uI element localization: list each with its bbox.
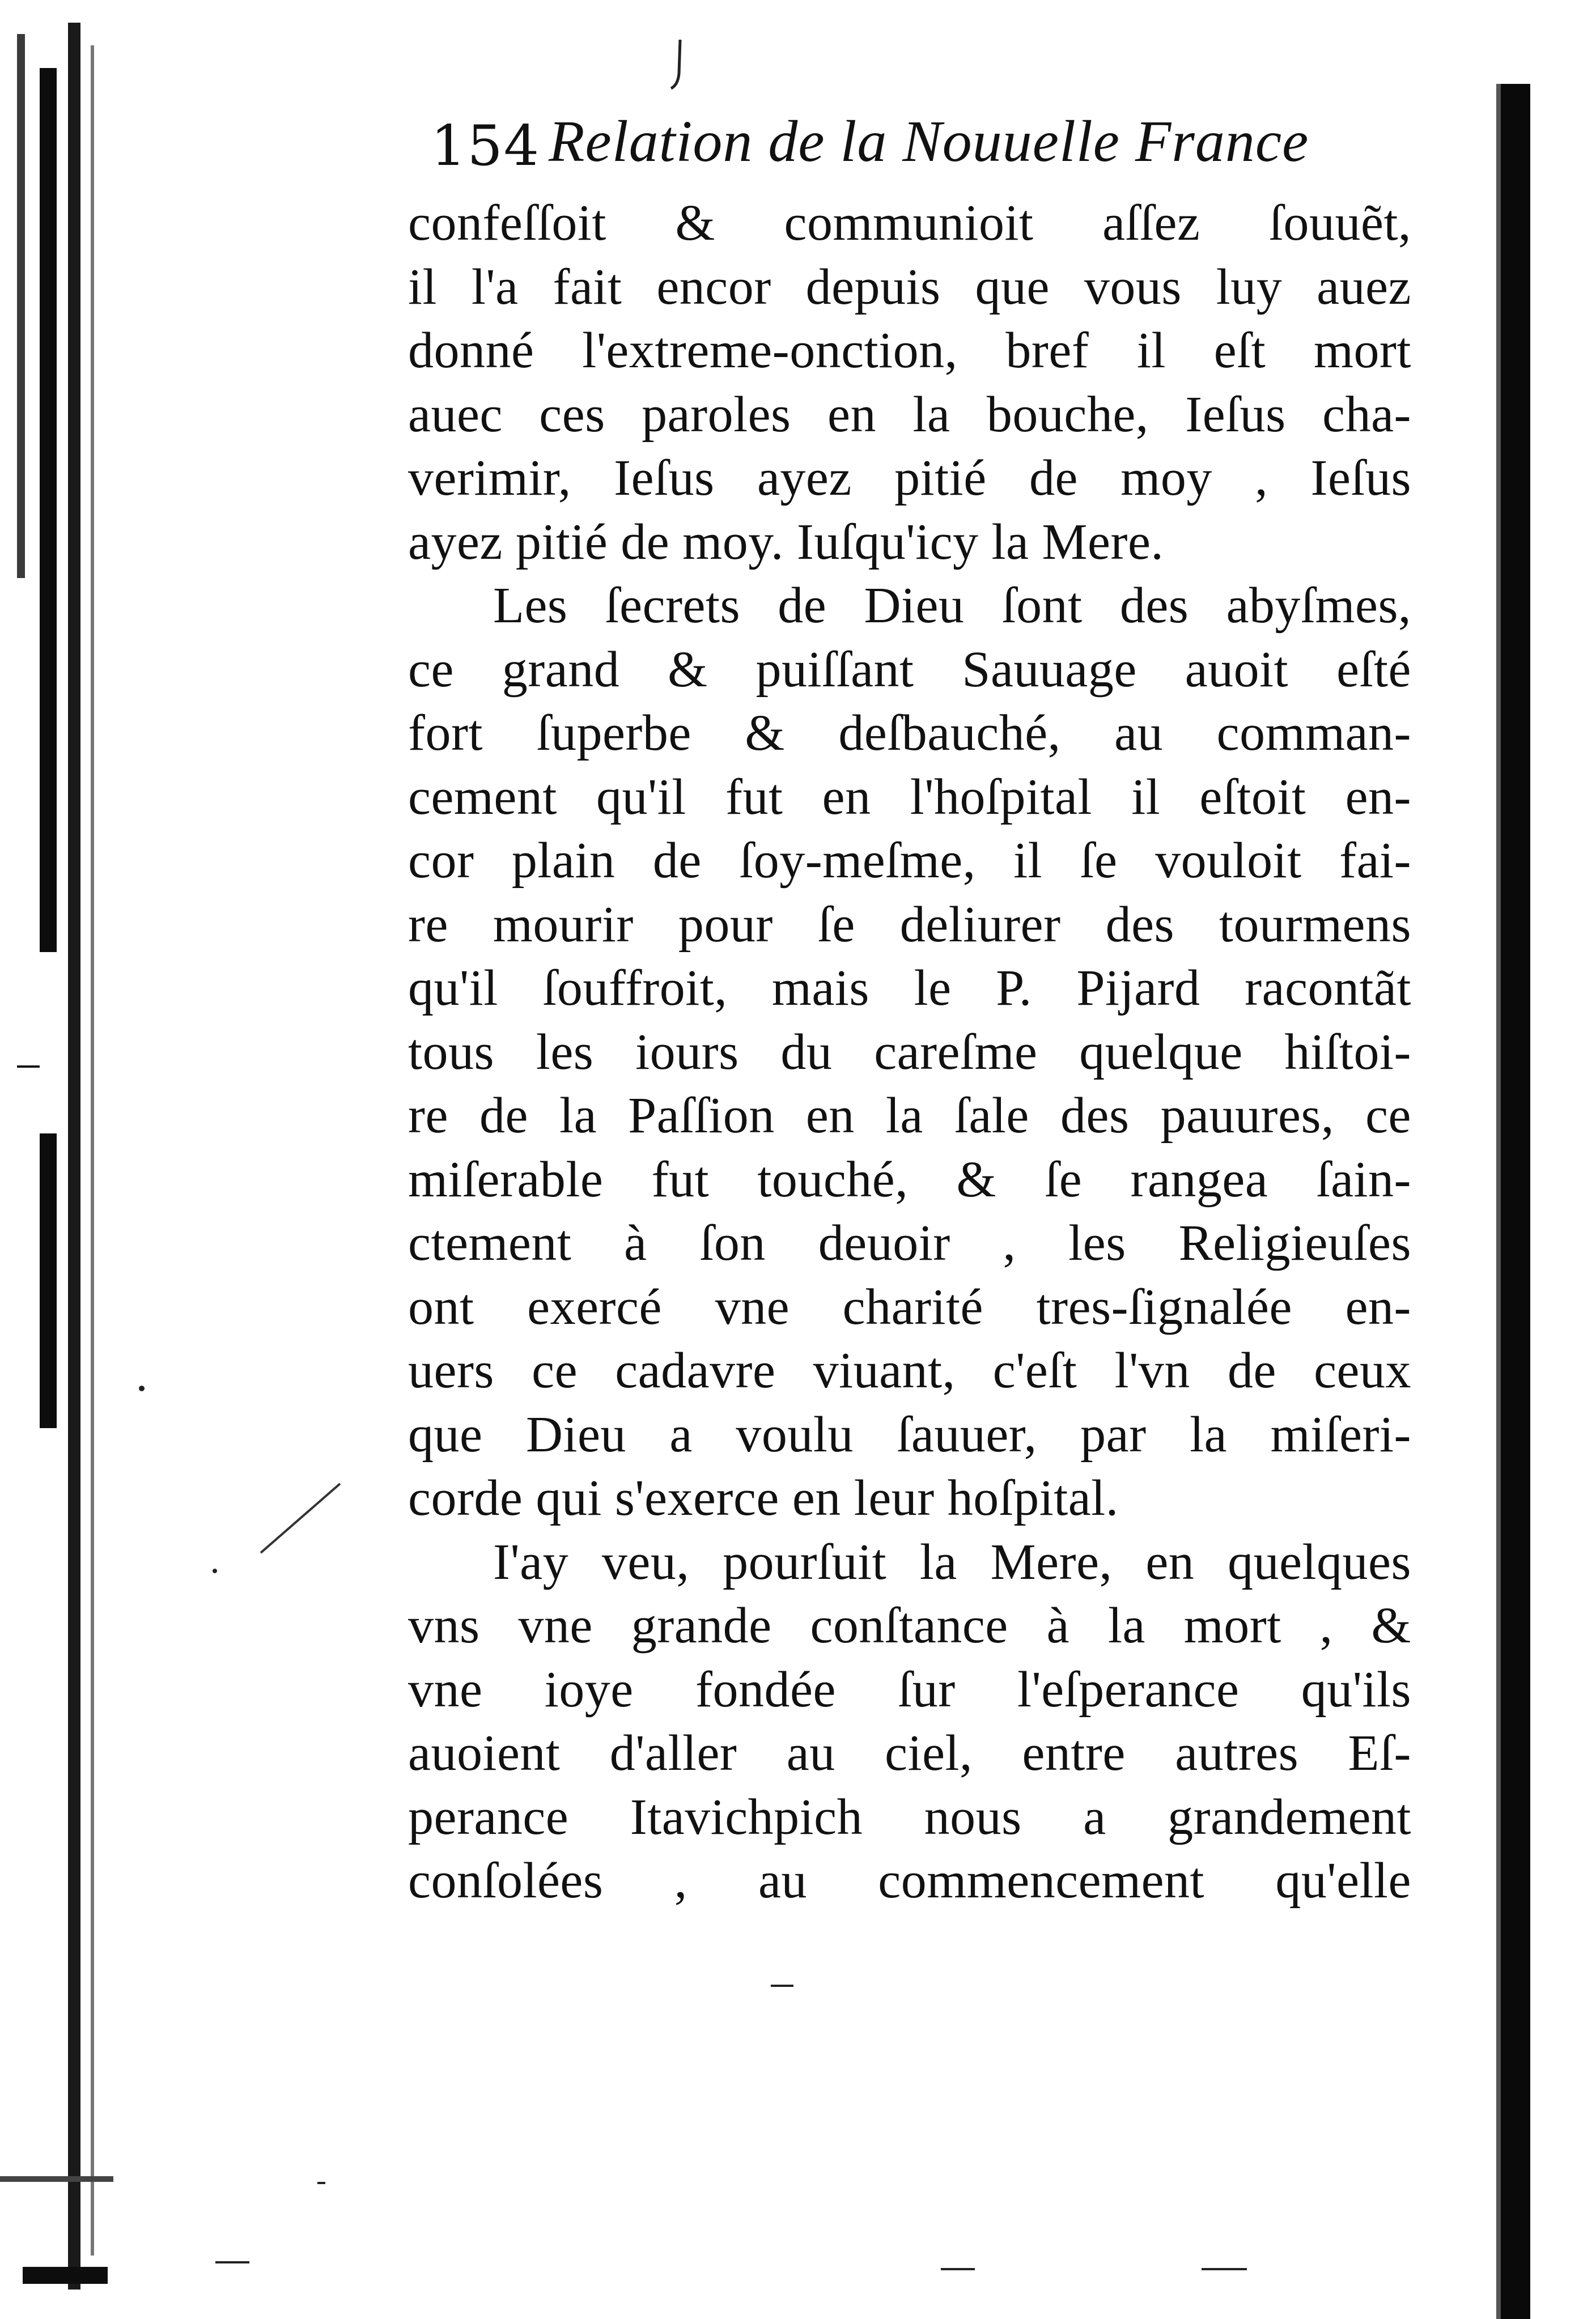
gutter-bar [17,34,25,578]
ink-stroke-icon [255,1479,346,1558]
ink-dash [941,2268,975,2270]
text-line: cement qu'il fut en l'hoſpital il eſtoit en- [408,768,1411,825]
page-number: 154 [431,114,541,179]
binding-gutter [0,23,136,2319]
text-line: ctement à ſon deuoir , les Religieuſes [408,1215,1411,1271]
page-edge [1501,84,1530,2319]
text-line: il l'a fait encor depuis que vous luy auez [408,258,1411,315]
ink-dot [213,1569,217,1573]
text-line: uers ce cadavre viuant, c'eſt l'vn de ceux [408,1343,1411,1399]
gutter-bar [91,45,94,2256]
ink-dash [215,2261,249,2263]
ink-dot [139,1386,145,1391]
ink-dash [1202,2268,1247,2270]
text-line: vns vne grande conſtance à la mort , & [408,1598,1411,1654]
body-text [408,192,1411,1913]
text-line: fort ſuperbe & deſbauché, au comman- [408,705,1411,761]
text-line: ce grand & puiſſant Sauuage auoit eſté [408,641,1411,698]
text-line: re mourir pour ſe deliurer des tourmens [408,896,1411,953]
gutter-bar [17,1065,40,1068]
text-line: auec ces paroles en la bouche, Ieſus cha- [408,386,1411,443]
text-line: I'ay veu, pourſuit la Mere, en quelques [493,1534,1411,1590]
text-line: verimir, Ieſus ayez pitié de moy , Ieſus [408,450,1411,506]
ink-dot [317,2182,325,2184]
text-line: tous les iours du careſme quelque hiſtoi- [408,1023,1411,1080]
text-line: miſerable fut touché, & ſe rangea ſain- [408,1151,1411,1208]
text-line: donné l'extreme-onction, bref il eſt mort [408,322,1411,379]
text-line: perance Itavichpich nous a grandement [408,1789,1411,1845]
gutter-bar [40,68,57,952]
running-header [431,107,1406,186]
text-line: corde qui s'exerce en leur hoſpital. [408,1470,1119,1526]
running-title: Relation de la Nouuelle France [549,109,1309,174]
text-line: conſolées , au commencement qu'elle [408,1853,1411,1909]
ink-mark-icon [669,40,686,91]
gutter-bar [0,2176,113,2182]
text-line: vne ioye fondée ſur l'eſperance qu'ils [408,1661,1411,1718]
gutter-bar [40,1133,57,1428]
text-line: que Dieu a voulu ſauuer, par la miſeri- [408,1406,1411,1463]
ink-dash [771,1985,793,1987]
text-line: ayez pitié de moy. Iuſqu'icy la Mere. [408,513,1164,570]
text-line: Les ſecrets de Dieu ſont des abyſmes, [493,577,1411,634]
gutter-bar [68,23,80,2290]
text-line: confeſſoit & communioit aſſez ſouuẽt, [408,195,1411,251]
text-line: auoient d'aller au ciel, entre autres Eſ- [408,1725,1411,1781]
gutter-bar [23,2267,108,2284]
text-line: ont exercé vne charité tres-ſignalée en- [408,1279,1411,1335]
text-line: cor plain de ſoy-meſme, il ſe vouloit fai- [408,833,1411,889]
text-line: re de la Paſſion en la ſale des pauures, ce [408,1088,1411,1144]
text-line: qu'il ſouffroit, mais le P. Pijard racontãt [408,960,1411,1016]
